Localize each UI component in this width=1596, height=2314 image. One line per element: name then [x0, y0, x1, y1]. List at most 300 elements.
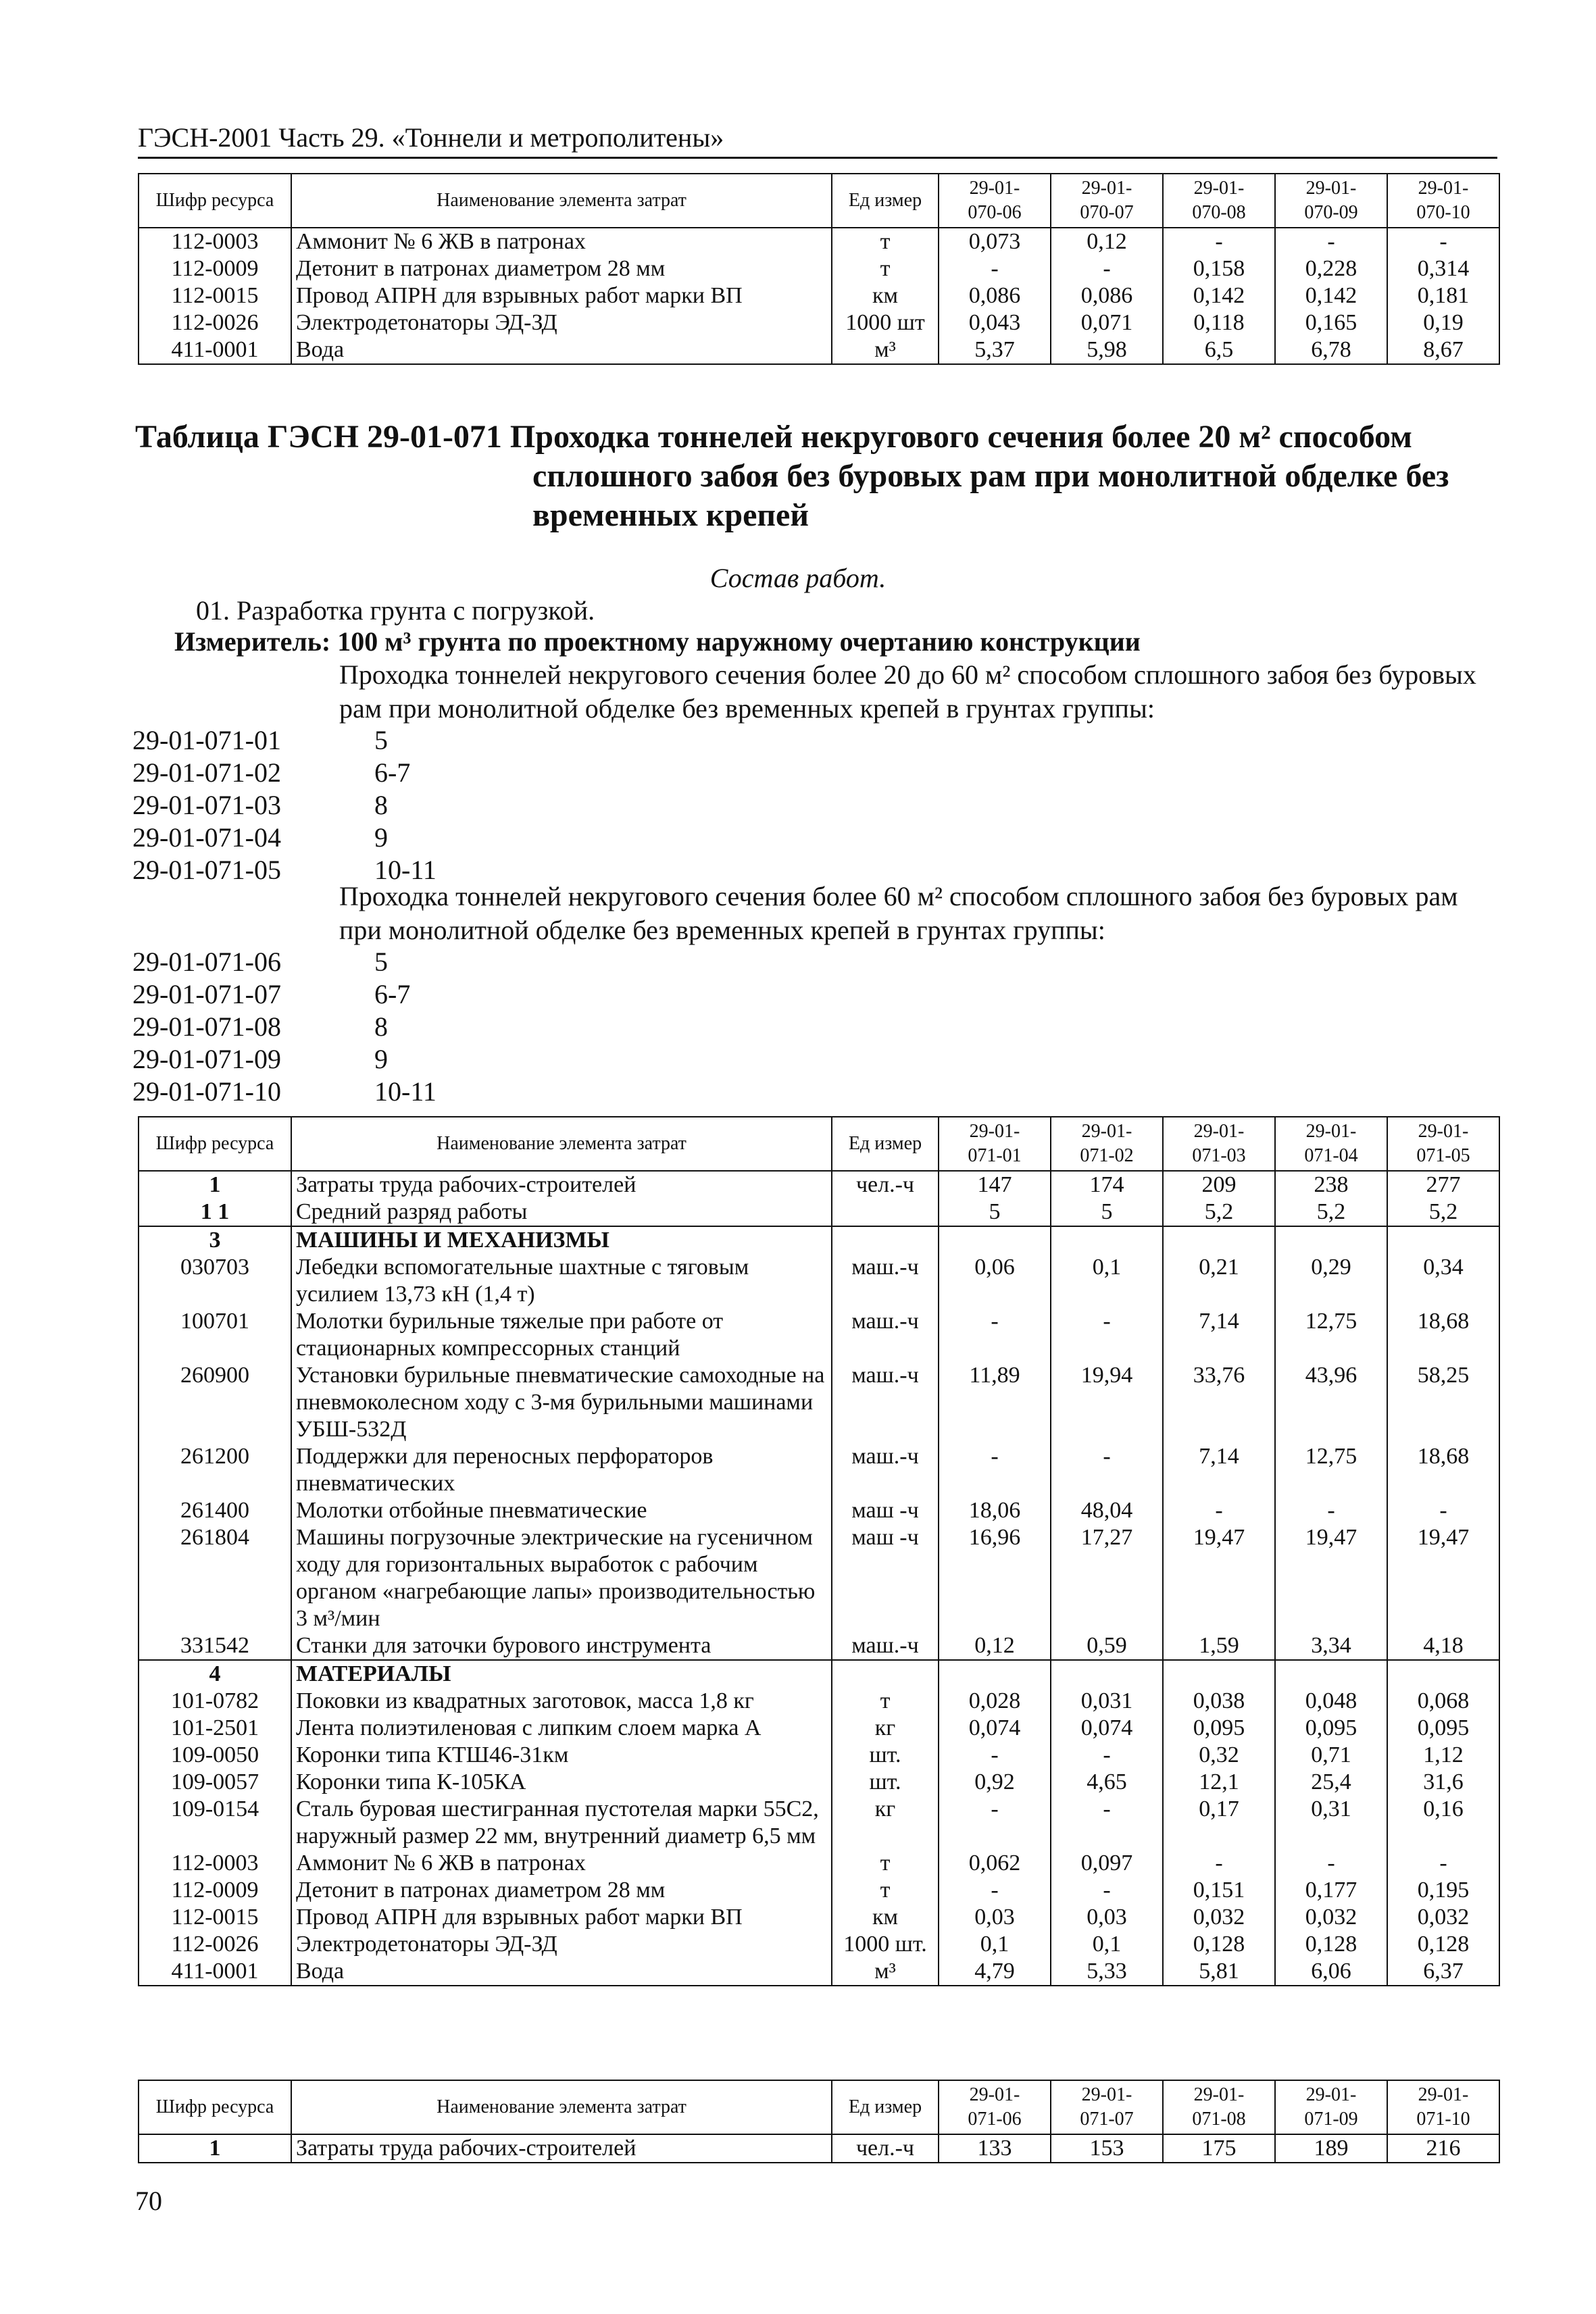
resource-value: 58,25 — [1387, 1362, 1499, 1443]
soil-group: 10-11 — [374, 1076, 437, 1107]
resource-code: 261804 — [139, 1524, 291, 1632]
resource-unit: маш -ч — [832, 1497, 939, 1524]
resource-value: 0,028 — [939, 1688, 1051, 1715]
code: 29-01-071-01 — [132, 725, 281, 755]
resource-name: Вода — [291, 336, 832, 364]
table-row — [139, 1742, 1499, 1769]
resource-value: 0,032 — [1387, 1904, 1499, 1931]
resource-value: 5,2 — [1387, 1199, 1499, 1226]
resource-value: 0,043 — [939, 309, 1051, 336]
resource-value: 0,195 — [1387, 1877, 1499, 1904]
resource-value: 5 — [1051, 1199, 1163, 1226]
resource-name: Машины погрузочные электрические на гусеничном ходу для горизонтальных выработок с рабочим органом «нагребающие лапы» производительностью 3 м³/мин — [291, 1524, 832, 1632]
soil-group: 8 — [374, 790, 388, 820]
resource-name: Станки для заточки бурового инструмента — [291, 1632, 832, 1660]
resource-value: - — [939, 1742, 1051, 1769]
resource-value: 238 — [1275, 1171, 1387, 1199]
resource-value: 19,47 — [1163, 1524, 1275, 1632]
column-header: Шифр ресурса — [139, 1117, 291, 1171]
resource-value: 189 — [1275, 2134, 1387, 2163]
table-title-line-2: сплошного забоя без буровых рам при монолитной обделке без — [532, 458, 1449, 494]
resource-value: 209 — [1163, 1171, 1275, 1199]
resource-value: 0,32 — [1163, 1742, 1275, 1769]
code-row — [132, 1076, 437, 1107]
resource-code: 261200 — [139, 1443, 291, 1497]
resource-unit: т — [832, 228, 939, 255]
table-title — [135, 418, 1500, 535]
column-header: 29-01- 071-05 — [1387, 1117, 1499, 1171]
resource-unit: маш.-ч — [832, 1632, 939, 1660]
resource-value: 0,59 — [1051, 1632, 1163, 1660]
soil-group: 6-7 — [374, 979, 411, 1009]
resource-unit: шт. — [832, 1742, 939, 1769]
resource-value: - — [1387, 1850, 1499, 1877]
table-row — [139, 1254, 1499, 1308]
resource-value: 0,032 — [1275, 1904, 1387, 1931]
resource-value: 48,04 — [1051, 1497, 1163, 1524]
resource-unit: чел.-ч — [832, 2134, 939, 2163]
resource-value: 5 — [939, 1199, 1051, 1226]
resource-unit: маш.-ч — [832, 1254, 939, 1308]
code-row — [132, 854, 437, 886]
resource-value — [1051, 1660, 1163, 1688]
resource-value: 0,12 — [939, 1632, 1051, 1660]
resource-table-070 — [138, 173, 1500, 365]
resource-table-071-06-10 — [138, 2080, 1500, 2163]
soil-group: 5 — [374, 947, 388, 977]
resource-value: 8,67 — [1387, 336, 1499, 364]
description-2: Проходка тоннелей некругового сечения более 60 м² способом сплошного забоя без буровых рам при монолитной обделке без временных крепей в грунтах группы: — [339, 881, 1458, 945]
code: 29-01-071-04 — [132, 822, 281, 853]
resource-value: 33,76 — [1163, 1362, 1275, 1443]
code: 29-01-071-06 — [132, 947, 281, 977]
resource-value: 175 — [1163, 2134, 1275, 2163]
resource-value: 0,03 — [1051, 1904, 1163, 1931]
resource-unit: т — [832, 1877, 939, 1904]
resource-value: 7,14 — [1163, 1308, 1275, 1362]
soil-group: 8 — [374, 1011, 388, 1042]
resource-name: Установки бурильные пневматические самоходные на пневмоколесном ходу с 3-мя бурильными машинами УБШ-532Д — [291, 1362, 832, 1443]
resource-unit: маш -ч — [832, 1524, 939, 1632]
resource-value: 0,228 — [1275, 255, 1387, 282]
resource-value — [1387, 1660, 1499, 1688]
resource-unit: маш.-ч — [832, 1362, 939, 1443]
resource-value: 43,96 — [1275, 1362, 1387, 1443]
resource-value — [1275, 1660, 1387, 1688]
resource-value: 5,37 — [939, 336, 1051, 364]
resource-value: 0,062 — [939, 1850, 1051, 1877]
resource-name: Поддержки для переносных перфораторов пневматических — [291, 1443, 832, 1497]
code: 29-01-071-08 — [132, 1011, 281, 1042]
resource-code: 3 — [139, 1226, 291, 1254]
resource-value — [1163, 1226, 1275, 1254]
resource-name: Провод АПРН для взрывных работ марки ВП — [291, 282, 832, 309]
page-number: 70 — [135, 2186, 162, 2216]
resource-name: Молотки бурильные тяжелые при работе от стационарных компрессорных станций — [291, 1308, 832, 1362]
column-header: 29-01- 070-09 — [1275, 174, 1387, 228]
resource-value: 0,048 — [1275, 1688, 1387, 1715]
resource-value: - — [1051, 1308, 1163, 1362]
resource-value: 5,2 — [1163, 1199, 1275, 1226]
code-row — [132, 1011, 388, 1042]
soil-group: 9 — [374, 822, 388, 853]
resource-value: 0,29 — [1275, 1254, 1387, 1308]
resource-value: 174 — [1051, 1171, 1163, 1199]
table-row — [139, 1362, 1499, 1443]
resource-value: 0,071 — [1051, 309, 1163, 336]
resource-value: 12,75 — [1275, 1443, 1387, 1497]
resource-value: 0,17 — [1163, 1796, 1275, 1850]
column-header: 29-01- 071-06 — [939, 2080, 1051, 2134]
resource-value: 11,89 — [939, 1362, 1051, 1443]
resource-value: - — [1051, 1443, 1163, 1497]
soil-group: 10-11 — [374, 855, 437, 885]
resource-name: МАШИНЫ И МЕХАНИЗМЫ — [291, 1226, 832, 1254]
resource-value: 18,68 — [1387, 1308, 1499, 1362]
resource-value — [939, 1660, 1051, 1688]
resource-value: - — [939, 255, 1051, 282]
resource-value — [1275, 1226, 1387, 1254]
column-header: 29-01- 070-10 — [1387, 174, 1499, 228]
resource-code: 1 — [139, 1171, 291, 1199]
resource-value: 0,31 — [1275, 1796, 1387, 1850]
resource-unit: чел.-ч — [832, 1171, 939, 1199]
column-header: 29-01- 071-09 — [1275, 2080, 1387, 2134]
resource-value: 6,5 — [1163, 336, 1275, 364]
resource-value: 0,1 — [1051, 1254, 1163, 1308]
code: 29-01-071-02 — [132, 757, 281, 788]
resource-unit: км — [832, 282, 939, 309]
resource-unit: кг — [832, 1796, 939, 1850]
resource-value: 147 — [939, 1171, 1051, 1199]
resource-unit — [832, 1199, 939, 1226]
resource-value: 0,142 — [1163, 282, 1275, 309]
resource-value: 7,14 — [1163, 1443, 1275, 1497]
resource-value: 0,128 — [1387, 1931, 1499, 1958]
code-row — [132, 978, 411, 1010]
resource-name: Провод АПРН для взрывных работ марки ВП — [291, 1904, 832, 1931]
code-row — [132, 822, 388, 853]
resource-value: 0,151 — [1163, 1877, 1275, 1904]
resource-value: - — [1163, 1850, 1275, 1877]
column-header: Наименование элемента затрат — [291, 1117, 832, 1171]
resource-unit: т — [832, 1688, 939, 1715]
resource-value: 5,2 — [1275, 1199, 1387, 1226]
resource-value: 0,1 — [939, 1931, 1051, 1958]
table-row — [139, 1688, 1499, 1715]
resource-value: 1,12 — [1387, 1742, 1499, 1769]
resource-value: 19,94 — [1051, 1362, 1163, 1443]
resource-code: 1 1 — [139, 1199, 291, 1226]
code: 29-01-071-07 — [132, 979, 281, 1009]
column-header: Шифр ресурса — [139, 2080, 291, 2134]
description-1: Проходка тоннелей некругового сечения более 20 до 60 м² способом сплошного забоя без буровых рам при монолитной обделке без временных крепей в грунтах группы: — [339, 659, 1476, 724]
resource-value — [1051, 1226, 1163, 1254]
resource-code: 112-0003 — [139, 228, 291, 255]
resource-value: 0,142 — [1275, 282, 1387, 309]
resource-name: Детонит в патронах диаметром 28 мм — [291, 1877, 832, 1904]
resource-value: - — [1051, 1796, 1163, 1850]
resource-value: 6,37 — [1387, 1958, 1499, 1986]
resource-code: 101-2501 — [139, 1715, 291, 1742]
resource-value: 133 — [939, 2134, 1051, 2163]
resource-value: 0,314 — [1387, 255, 1499, 282]
resource-unit: 1000 шт. — [832, 1931, 939, 1958]
resource-code: 109-0057 — [139, 1769, 291, 1796]
resource-unit: шт. — [832, 1769, 939, 1796]
resource-value: 5,33 — [1051, 1958, 1163, 1986]
resource-code: 411-0001 — [139, 336, 291, 364]
resource-code: 411-0001 — [139, 1958, 291, 1986]
resource-value: 17,27 — [1051, 1524, 1163, 1632]
resource-value: 0,34 — [1387, 1254, 1499, 1308]
resource-value — [939, 1226, 1051, 1254]
resource-value — [1387, 1226, 1499, 1254]
resource-value: 3,34 — [1275, 1632, 1387, 1660]
table-row — [139, 1497, 1499, 1524]
resource-value: - — [1051, 1877, 1163, 1904]
resource-value: - — [1275, 228, 1387, 255]
resource-value: 0,095 — [1163, 1715, 1275, 1742]
table-row — [139, 309, 1499, 336]
table-row — [139, 1958, 1499, 1986]
resource-name: Коронки типа КТШ46-31км — [291, 1742, 832, 1769]
resource-value: 0,128 — [1163, 1931, 1275, 1958]
resource-name: Затраты труда рабочих-строителей — [291, 2134, 832, 2163]
table-row — [139, 2134, 1499, 2163]
resource-code: 1 — [139, 2134, 291, 2163]
resource-name: Вода — [291, 1958, 832, 1986]
resource-unit: маш.-ч — [832, 1443, 939, 1497]
resource-value: - — [1051, 255, 1163, 282]
resource-unit: м³ — [832, 336, 939, 364]
resource-value: 4,79 — [939, 1958, 1051, 1986]
column-header: 29-01- 071-02 — [1051, 1117, 1163, 1171]
resource-name: Электродетонаторы ЭД-ЗД — [291, 309, 832, 336]
column-header: 29-01- 071-07 — [1051, 2080, 1163, 2134]
resource-unit — [832, 1660, 939, 1688]
table-row — [139, 1443, 1499, 1497]
table-row — [139, 1226, 1499, 1254]
measure-unit: Измеритель: 100 м³ грунта по проектному наружному очертанию конструкции — [174, 626, 1141, 657]
resource-value: 0,038 — [1163, 1688, 1275, 1715]
table-row — [139, 1904, 1499, 1931]
resource-value: - — [1387, 228, 1499, 255]
resource-code: 109-0050 — [139, 1742, 291, 1769]
resource-code: 109-0154 — [139, 1796, 291, 1850]
resource-value: 5,81 — [1163, 1958, 1275, 1986]
column-header: Шифр ресурса — [139, 174, 291, 228]
resource-value: 0,128 — [1275, 1931, 1387, 1958]
table-row — [139, 1769, 1499, 1796]
table-title-line-1: Таблица ГЭСН 29-01-071 Проходка тоннелей некругового сечения более 20 м² способом — [135, 419, 1412, 455]
resource-code: 112-0015 — [139, 1904, 291, 1931]
resource-name: Аммонит № 6 ЖВ в патронах — [291, 1850, 832, 1877]
resource-unit: км — [832, 1904, 939, 1931]
resource-value: 0,097 — [1051, 1850, 1163, 1877]
table-row — [139, 1850, 1499, 1877]
column-header: 29-01- 071-04 — [1275, 1117, 1387, 1171]
resource-value: 0,031 — [1051, 1688, 1163, 1715]
resource-name: Коронки типа К-105КА — [291, 1769, 832, 1796]
resource-code: 260900 — [139, 1362, 291, 1443]
resource-value: - — [1163, 228, 1275, 255]
table-row — [139, 1796, 1499, 1850]
resource-value: 0,165 — [1275, 309, 1387, 336]
resource-value: 0,181 — [1387, 282, 1499, 309]
resource-value: - — [939, 1796, 1051, 1850]
table-row — [139, 336, 1499, 364]
resource-value: 19,47 — [1275, 1524, 1387, 1632]
resource-unit: м³ — [832, 1958, 939, 1986]
resource-value: 0,92 — [939, 1769, 1051, 1796]
resource-name: Средний разряд работы — [291, 1199, 832, 1226]
resource-code: 331542 — [139, 1632, 291, 1660]
resource-name: Затраты труда рабочих-строителей — [291, 1171, 832, 1199]
resource-value: 0,073 — [939, 228, 1051, 255]
table-title-line-3: временных крепей — [532, 497, 809, 533]
resource-value: - — [1275, 1497, 1387, 1524]
table-row — [139, 228, 1499, 255]
column-header: Наименование элемента затрат — [291, 2080, 832, 2134]
resource-name: Детонит в патронах диаметром 28 мм — [291, 255, 832, 282]
soil-group: 5 — [374, 725, 388, 755]
column-header: 29-01- 071-01 — [939, 1117, 1051, 1171]
table-row — [139, 1931, 1499, 1958]
resource-code: 112-0009 — [139, 1877, 291, 1904]
resource-code: 112-0003 — [139, 1850, 291, 1877]
resource-value: 4,18 — [1387, 1632, 1499, 1660]
resource-code: 112-0015 — [139, 282, 291, 309]
column-header: 29-01- 070-06 — [939, 174, 1051, 228]
resource-value: 0,086 — [939, 282, 1051, 309]
resource-code: 4 — [139, 1660, 291, 1688]
resource-value: 0,03 — [939, 1904, 1051, 1931]
resource-value: 0,074 — [1051, 1715, 1163, 1742]
resource-unit: кг — [832, 1715, 939, 1742]
table-row — [139, 1877, 1499, 1904]
code: 29-01-071-05 — [132, 855, 281, 885]
resource-value: 0,19 — [1387, 309, 1499, 336]
resource-value: 4,65 — [1051, 1769, 1163, 1796]
column-header: 29-01- 071-03 — [1163, 1117, 1275, 1171]
work-item: 01. Разработка грунта с погрузкой. — [196, 595, 595, 626]
column-header: Наименование элемента затрат — [291, 174, 832, 228]
resource-value: 12,75 — [1275, 1308, 1387, 1362]
table-row — [139, 282, 1499, 309]
resource-value: 0,074 — [939, 1715, 1051, 1742]
resource-value: - — [939, 1308, 1051, 1362]
code-row — [132, 724, 388, 756]
resource-unit: т — [832, 255, 939, 282]
resource-name: МАТЕРИАЛЫ — [291, 1660, 832, 1688]
table-row — [139, 1632, 1499, 1660]
table-row — [139, 1524, 1499, 1632]
resource-value: 0,21 — [1163, 1254, 1275, 1308]
table-row — [139, 1308, 1499, 1362]
resource-value: - — [939, 1443, 1051, 1497]
table-row — [139, 1199, 1499, 1226]
soil-group: 6-7 — [374, 757, 411, 788]
resource-code: 261400 — [139, 1497, 291, 1524]
resource-value: 18,06 — [939, 1497, 1051, 1524]
resource-value: 0,16 — [1387, 1796, 1499, 1850]
resource-name: Поковки из квадратных заготовок, масса 1,8 кг — [291, 1688, 832, 1715]
header-rule — [138, 157, 1497, 159]
column-header: Ед измер — [832, 174, 939, 228]
resource-table-071-01-05 — [138, 1116, 1500, 1986]
resource-value: 0,032 — [1163, 1904, 1275, 1931]
resource-value: 0,12 — [1051, 228, 1163, 255]
resource-name: Сталь буровая шестигранная пустотелая марки 55С2, наружный размер 22 мм, внутренний диаметр 6,5 мм — [291, 1796, 832, 1850]
code-row — [132, 1043, 388, 1075]
code: 29-01-071-10 — [132, 1076, 281, 1107]
soil-group: 9 — [374, 1044, 388, 1074]
resource-value: 0,095 — [1387, 1715, 1499, 1742]
column-header: Ед измер — [832, 1117, 939, 1171]
code: 29-01-071-09 — [132, 1044, 281, 1074]
resource-unit: маш.-ч — [832, 1308, 939, 1362]
resource-value: 153 — [1051, 2134, 1163, 2163]
code-row — [132, 757, 411, 788]
work-composition-heading: Состав работ. — [709, 563, 887, 593]
resource-unit: 1000 шт — [832, 309, 939, 336]
column-header: Ед измер — [832, 2080, 939, 2134]
resource-name: Аммонит № 6 ЖВ в патронах — [291, 228, 832, 255]
column-header: 29-01- 070-07 — [1051, 174, 1163, 228]
resource-value: 1,59 — [1163, 1632, 1275, 1660]
code-row — [132, 789, 388, 821]
resource-name: Электродетонаторы ЭД-ЗД — [291, 1931, 832, 1958]
resource-code: 112-0009 — [139, 255, 291, 282]
table-row — [139, 1171, 1499, 1199]
resource-value: 12,1 — [1163, 1769, 1275, 1796]
resource-value: 0,158 — [1163, 255, 1275, 282]
resource-value: 6,78 — [1275, 336, 1387, 364]
resource-value: - — [1387, 1497, 1499, 1524]
resource-value: 0,71 — [1275, 1742, 1387, 1769]
resource-value: 277 — [1387, 1171, 1499, 1199]
resource-value: 0,095 — [1275, 1715, 1387, 1742]
resource-value: - — [1275, 1850, 1387, 1877]
resource-value: 0,177 — [1275, 1877, 1387, 1904]
resource-value: 0,118 — [1163, 309, 1275, 336]
code: 29-01-071-03 — [132, 790, 281, 820]
resource-value: 25,4 — [1275, 1769, 1387, 1796]
resource-name: Лебедки вспомогательные шахтные с тяговым усилием 13,73 кН (1,4 т) — [291, 1254, 832, 1308]
resource-code: 101-0782 — [139, 1688, 291, 1715]
resource-value: 0,068 — [1387, 1688, 1499, 1715]
resource-value: 0,1 — [1051, 1931, 1163, 1958]
resource-value: 31,6 — [1387, 1769, 1499, 1796]
table-row — [139, 255, 1499, 282]
resource-code: 030703 — [139, 1254, 291, 1308]
table-row — [139, 1715, 1499, 1742]
resource-value: 0,06 — [939, 1254, 1051, 1308]
resource-value: 18,68 — [1387, 1443, 1499, 1497]
running-head: ГЭСН-2001 Часть 29. «Тоннели и метрополитены» — [138, 122, 724, 153]
column-header: 29-01- 071-08 — [1163, 2080, 1275, 2134]
resource-unit: т — [832, 1850, 939, 1877]
resource-unit — [832, 1226, 939, 1254]
resource-value: 16,96 — [939, 1524, 1051, 1632]
resource-code: 100701 — [139, 1308, 291, 1362]
code-row — [132, 946, 388, 978]
resource-name: Молотки отбойные пневматические — [291, 1497, 832, 1524]
resource-value: - — [1051, 1742, 1163, 1769]
resource-value: - — [1163, 1497, 1275, 1524]
resource-value: 6,06 — [1275, 1958, 1387, 1986]
